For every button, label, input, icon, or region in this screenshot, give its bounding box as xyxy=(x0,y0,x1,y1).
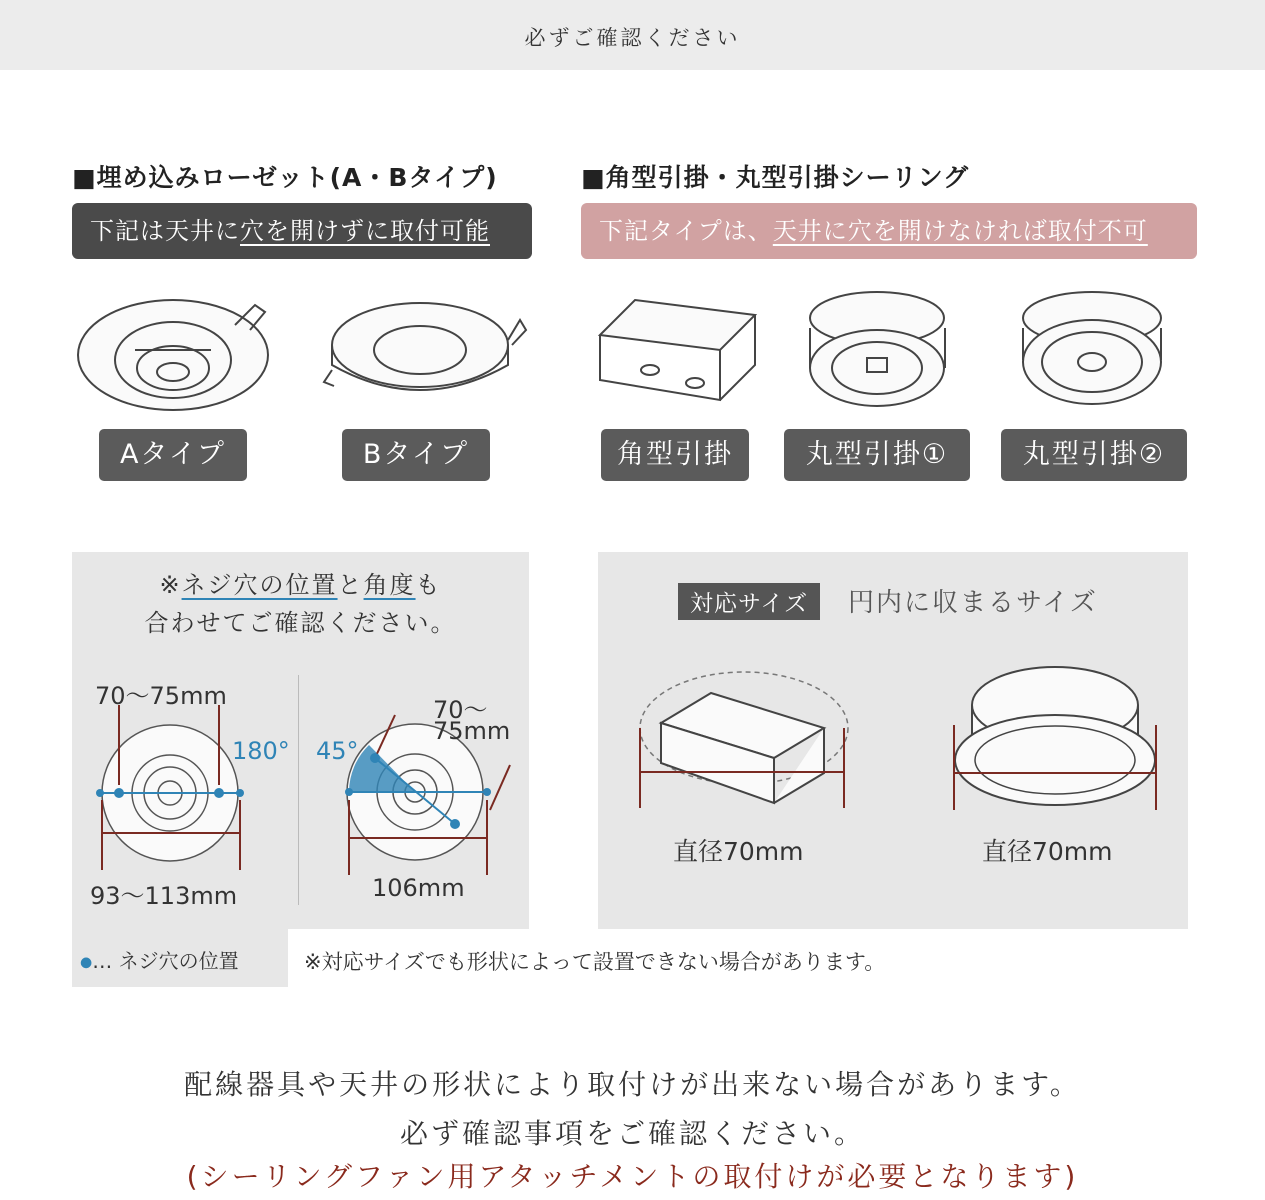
legend-dot: ● xyxy=(80,954,93,971)
left-banner-pre: 下記は天井に xyxy=(90,217,240,245)
type-a-bottom-dim: 93〜113mm xyxy=(90,882,238,910)
type-a-label: Aタイプ xyxy=(99,429,247,481)
screw-note-mid: と xyxy=(337,571,364,599)
screw-note-line2: 合わせてご確認ください。 xyxy=(144,609,457,637)
size-badge: 対応サイズ xyxy=(678,583,820,620)
screw-note-suffix: も xyxy=(415,571,442,599)
screw-note xyxy=(72,566,529,642)
screw-note-position: ネジ穴の位置 xyxy=(181,571,338,599)
size-left-dim: 直径70mm xyxy=(673,837,804,866)
type-a-angle: 180° xyxy=(232,737,290,765)
screw-note-angle: 角度 xyxy=(363,571,416,599)
bottom-line-1: 配線器具や天井の形状により取付けが出来ない場合があります。 xyxy=(184,1068,1081,1101)
round-hook-ceiling-1-illustration xyxy=(805,288,950,413)
header-bar xyxy=(0,0,1265,70)
header-title: 必ずご確認ください xyxy=(524,26,741,50)
size-right-dim: 直径70mm xyxy=(982,837,1113,866)
right-banner xyxy=(581,203,1197,259)
square-hook-ceiling-illustration xyxy=(595,295,760,410)
left-section-title: ■埋め込みローゼット(A・Bタイプ) xyxy=(72,163,498,192)
size-square-hook-diagram xyxy=(636,668,852,813)
type-b-top-dim-2: 75mm xyxy=(433,717,511,745)
right-banner-pre: 下記タイプは、 xyxy=(599,217,773,245)
type-b-bottom-dim: 106mm xyxy=(372,874,465,902)
diagram-divider xyxy=(298,675,299,905)
type-a-top-dim: 70〜75mm xyxy=(95,682,227,710)
type-b-top-dim-1: 70〜 xyxy=(433,696,488,724)
type-b-angle: 45° xyxy=(316,737,359,765)
type-b-label: Bタイプ xyxy=(342,429,490,481)
round-hook-ceiling-2-illustration xyxy=(1018,288,1166,413)
left-banner xyxy=(72,203,532,259)
round-hook-2-label: 丸型引掛② xyxy=(1001,429,1187,481)
right-banner-underlined: 天井に穴を開けなければ取付不可 xyxy=(772,217,1148,245)
right-section-title: ■角型引掛・丸型引掛シーリング xyxy=(581,163,970,192)
square-hook-label: 角型引掛 xyxy=(601,429,749,481)
size-round-hook-diagram xyxy=(950,655,1160,815)
size-footnote: ※対応サイズでも形状によって設置できない場合があります。 xyxy=(304,950,886,974)
screw-note-line1 xyxy=(72,566,529,604)
type-b-rosette-illustration xyxy=(320,290,530,420)
screw-note-prefix: ※ xyxy=(159,571,182,599)
bottom-line-3: (シーリングファン用アタッチメントの取付けが必要となります) xyxy=(186,1160,1079,1193)
round-hook-1-label: 丸型引掛① xyxy=(784,429,970,481)
legend-text: … ネジ穴の位置 xyxy=(92,949,239,973)
bottom-line-2: 必ず確認事項をご確認ください。 xyxy=(399,1117,865,1150)
left-banner-underlined: 穴を開けずに取付可能 xyxy=(240,217,490,245)
type-a-screw-diagram xyxy=(88,705,268,870)
type-a-rosette-illustration xyxy=(75,290,280,420)
size-desc: 円内に収まるサイズ xyxy=(848,588,1098,618)
legend xyxy=(80,945,239,974)
